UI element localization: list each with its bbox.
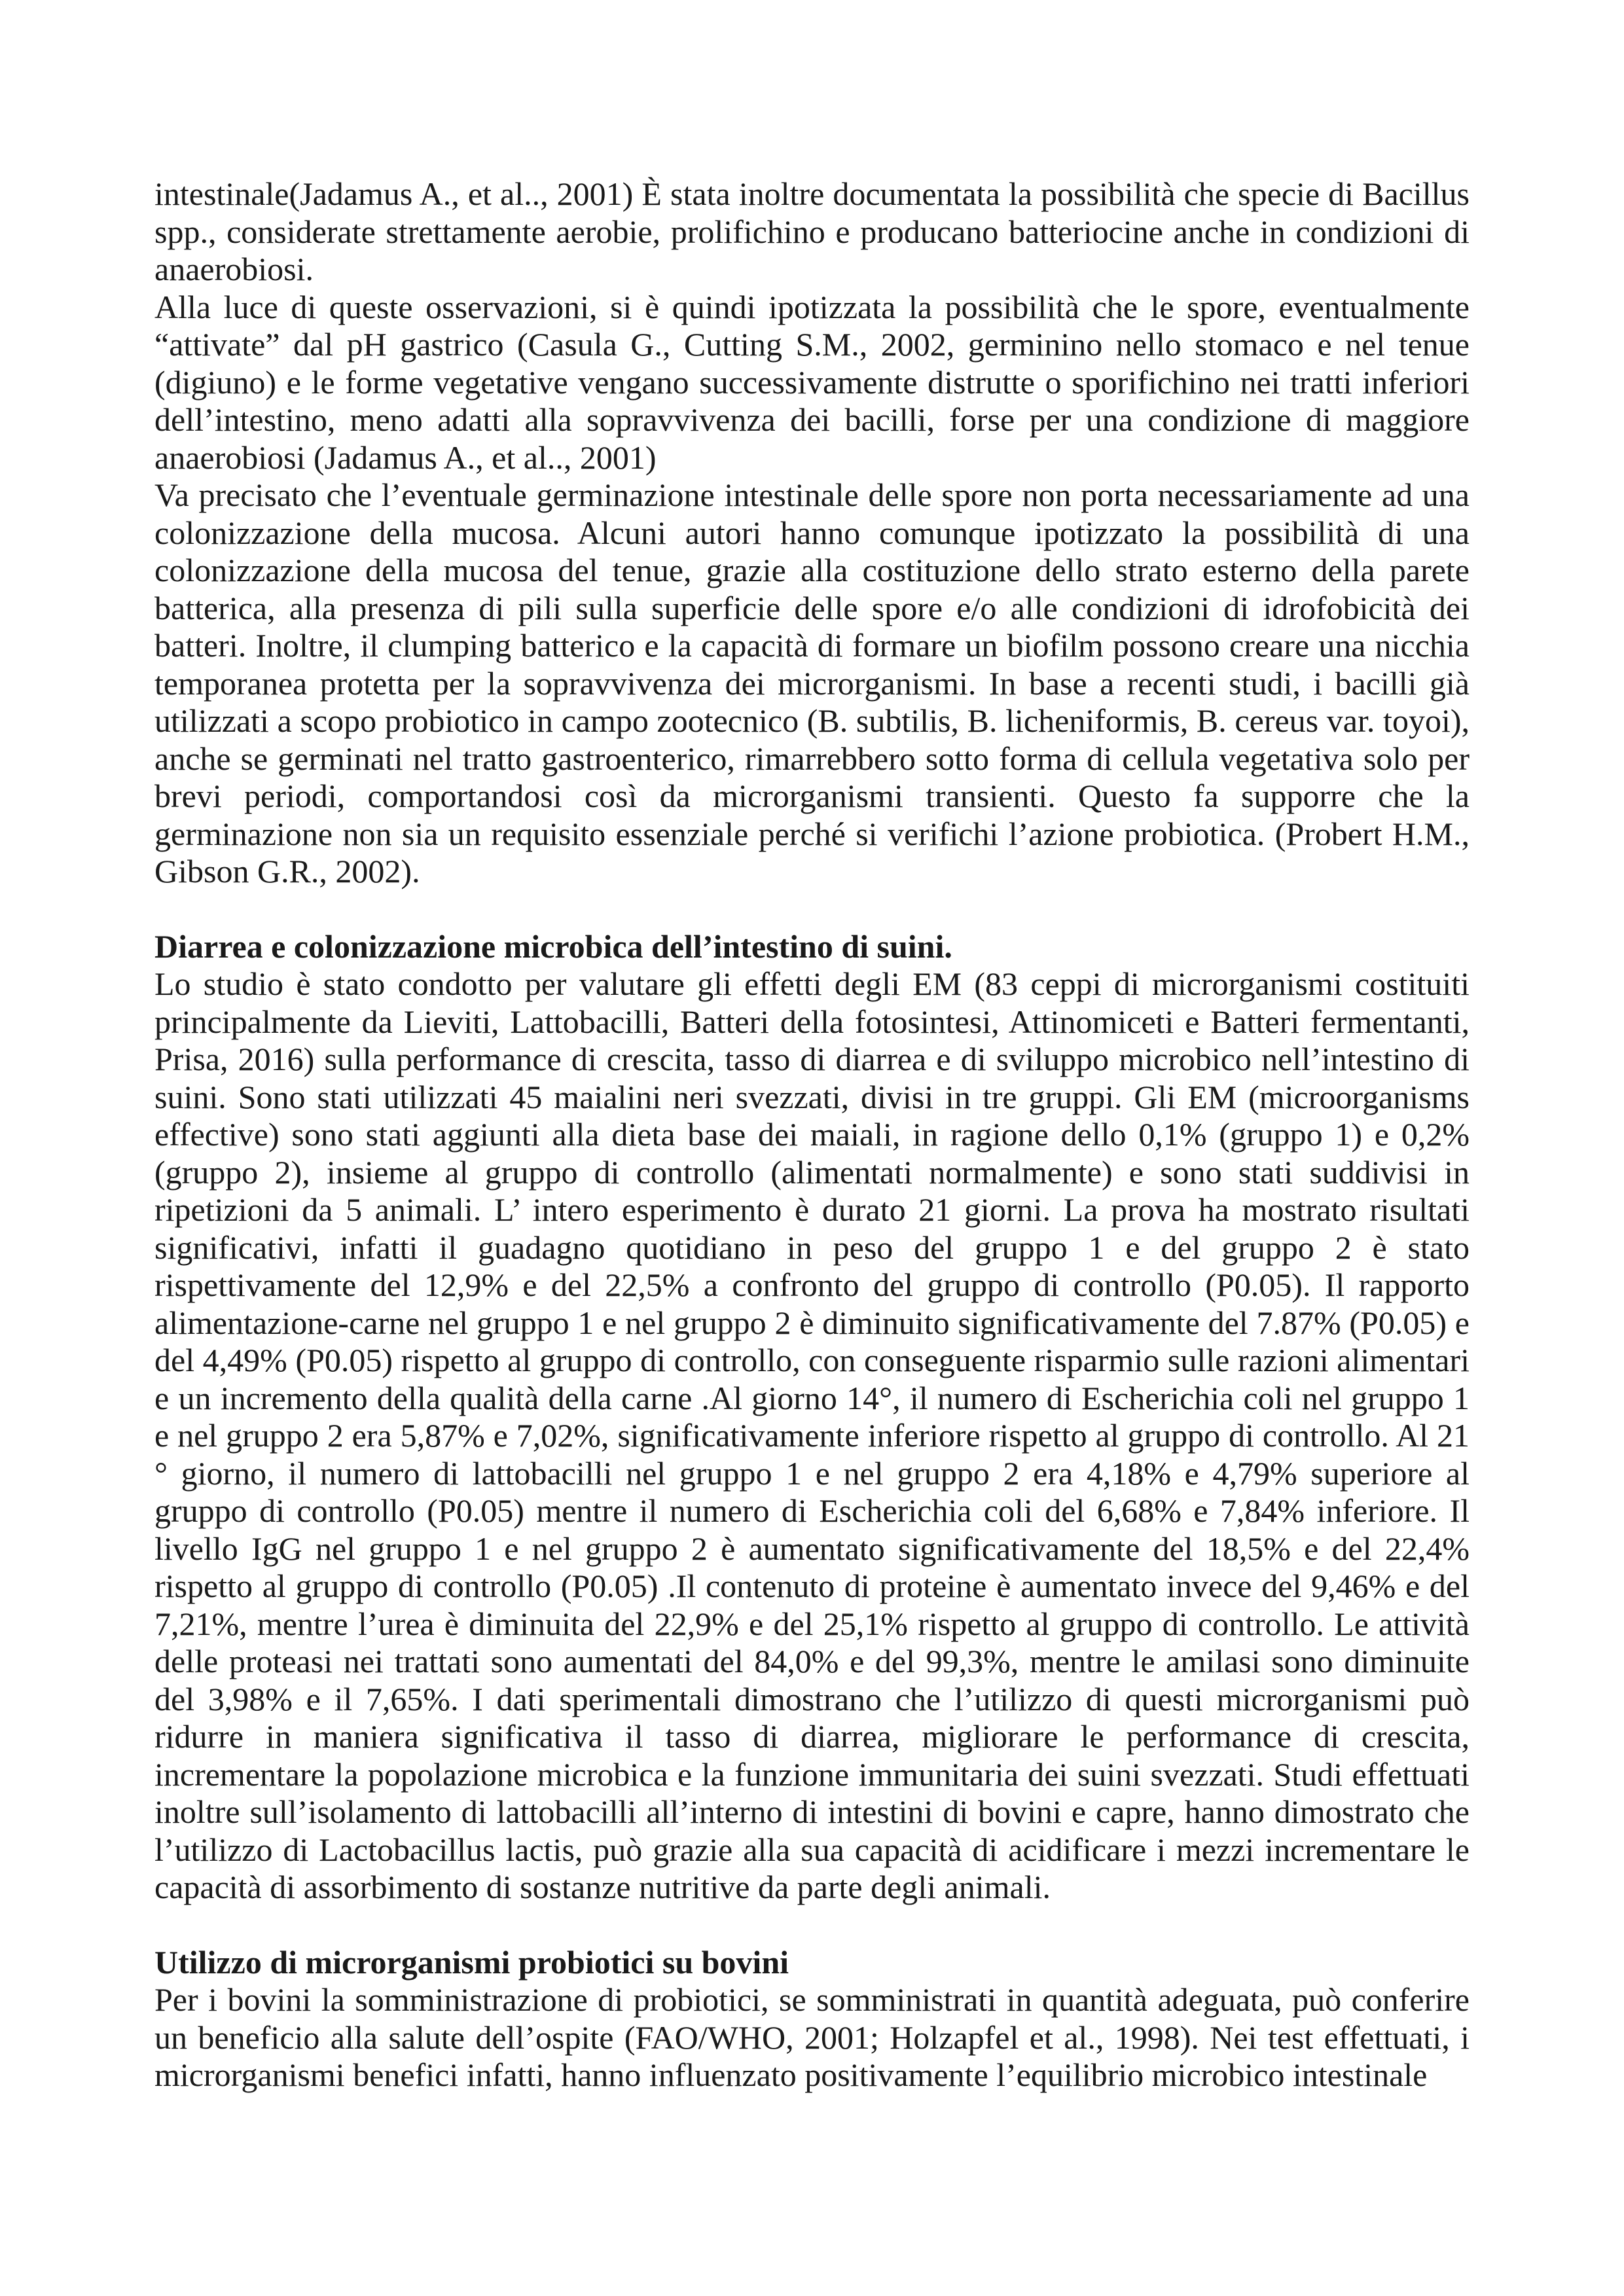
paragraph-bacillus-anaerobiosis: intestinale(Jadamus A., et al.., 2001) È stata inoltre documentata la possibilità che specie di Bacillus spp., considerate strettamente aerobie, prolifichino e producano batteriocine anche in condizioni di anaerobiosi. <box>154 175 1470 287</box>
paragraph-bovini: Per i bovini la somministrazione di probiotici, se somministrati in quantità adeguata, può conferire un beneficio alla salute dell’ospite (FAO/WHO, 2001; Holzapfel et al., 1998). Nei test effettuati, i microrganismi benefici infatti, hanno influenzato positivamente l’equilibrio microbico intestinale <box>154 1981 1470 2093</box>
paragraph-suini-study: Lo studio è stato condotto per valutare gli effetti degli EM (83 ceppi di microrganismi costituiti principalmente da Lieviti, Lattobacilli, Batteri della fotosintesi, Attinomiceti e Batteri fermentanti, Prisa, 2016) sulla performance di crescita, tasso di diarrea e di sviluppo microbico nell’intestino di suini. Sono stati utilizzati 45 maialini neri svezzati, divisi in tre gruppi. Gli EM (microorganisms effective) sono stati aggiunti alla dieta base dei maiali, in ragione dello 0,1% (gruppo 1) e 0,2% (gruppo 2), insieme al gruppo di controllo (alimentati normalmente) e sono stati suddivisi in ripetizioni da 5 animali. L’ intero esperimento è durato 21 giorni. La prova ha mostrato risultati significativi, infatti il guadagno quotidiano in peso del gruppo 1 e del gruppo 2 è stato rispettivamente del 12,9% e del 22,5% a confronto del gruppo di controllo (P0.05). Il rapporto alimentazione-carne nel gruppo 1 e nel gruppo 2 è diminuito significativamente del 7.87% (P0.05) e del 4,49% (P0.05) rispetto al gruppo di controllo, con conseguente risparmio sulle razioni alimentari e un incremento della qualità della carne .Al giorno 14°, il numero di Escherichia coli nel gruppo 1 e nel gruppo 2 era 5,87% e 7,02%, significativamente inferiore rispetto al gruppo di controllo. Al 21 ° giorno, il numero di lattobacilli nel gruppo 1 e nel gruppo 2 era 4,18% e 4,79% superiore al gruppo di controllo (P0.05) mentre il numero di Escherichia coli del 6,68% e 7,84% inferiore. Il livello IgG nel gruppo 1 e nel gruppo 2 è aumentato significativamente del 18,5% e del 22,4% rispetto al gruppo di controllo (P0.05) .Il contenuto di proteine è aumentato invece del 9,46% e del 7,21%, mentre l’urea è diminuita del 22,9% e del 25,1% rispetto al gruppo di controllo. Le attività delle proteasi nei trattati sono aumentati del 84,0% e del 99,3%, mentre le amilasi sono diminuite del 3,98% e il 7,65%. I dati sperimentali dimostrano che l’utilizzo di questi microrganismi può ridurre in maniera significativa il tasso di diarrea, migliorare le performance di crescita, incrementare la popolazione microbica e la funzione immunitaria dei suini svezzati. Studi effettuati inoltre sull’isolamento di lattobacilli all’interno di intestini di bovini e capre, hanno dimostrato che l’utilizzo di Lactobacillus lactis, può grazie alla sua capacità di acidificare i mezzi incrementare le capacità di assorbimento di sostanze nutritive da parte degli animali. <box>154 965 1470 1905</box>
document-page <box>154 175 1470 2094</box>
section-heading-bovini: Utilizzo di microrganismi probiotici su bovini <box>154 1943 789 1981</box>
paragraph-gap <box>154 891 1470 928</box>
paragraph-gap <box>154 1907 1470 1944</box>
paragraph-spore-germination: Alla luce di queste osservazioni, si è quindi ipotizzata la possibilità che le spore, eventualmente “attivate” dal pH gastrico (Casula G., Cutting S.M., 2002, germinino nello stomaco e nel tenue (digiuno) e le forme vegetative vengano successivamente distrutte o sporifichino nei tratti inferiori dell’intestino, meno adatti alla sopravvivenza dei bacilli, forse per una condizione di maggiore anaerobiosi (Jadamus A., et al.., 2001) <box>154 288 1470 476</box>
paragraph-mucosa-colonization: Va precisato che l’eventuale germinazione intestinale delle spore non porta necessariamente ad una colonizzazione della mucosa. Alcuni autori hanno comunque ipotizzato la possibilità di una colonizzazione della mucosa del tenue, grazie alla costituzione dello strato esterno della parete batterica, alla presenza di pili sulla superficie delle spore e/o alle condizioni di idrofobicità dei batteri. Inoltre, il clumping batterico e la capacità di formare un biofilm possono creare una nicchia temporanea protetta per la sopravvivenza dei microrganismi. In base a recenti studi, i bacilli già utilizzati a scopo probiotico in campo zootecnico (B. subtilis, B. licheniformis, B. cereus var. toyoi), anche se germinati nel tratto gastroenterico, rimarrebbero sotto forma di cellula vegetativa solo per brevi periodi, comportandosi così da microrganismi transienti. Questo fa supporre che la germinazione non sia un requisito essenziale perché si verifichi l’azione probiotica. (Probert H.M., Gibson G.R., 2002). <box>154 476 1470 889</box>
section-heading-suini: Diarrea e colonizzazione microbica dell’intestino di suini. <box>154 927 952 965</box>
